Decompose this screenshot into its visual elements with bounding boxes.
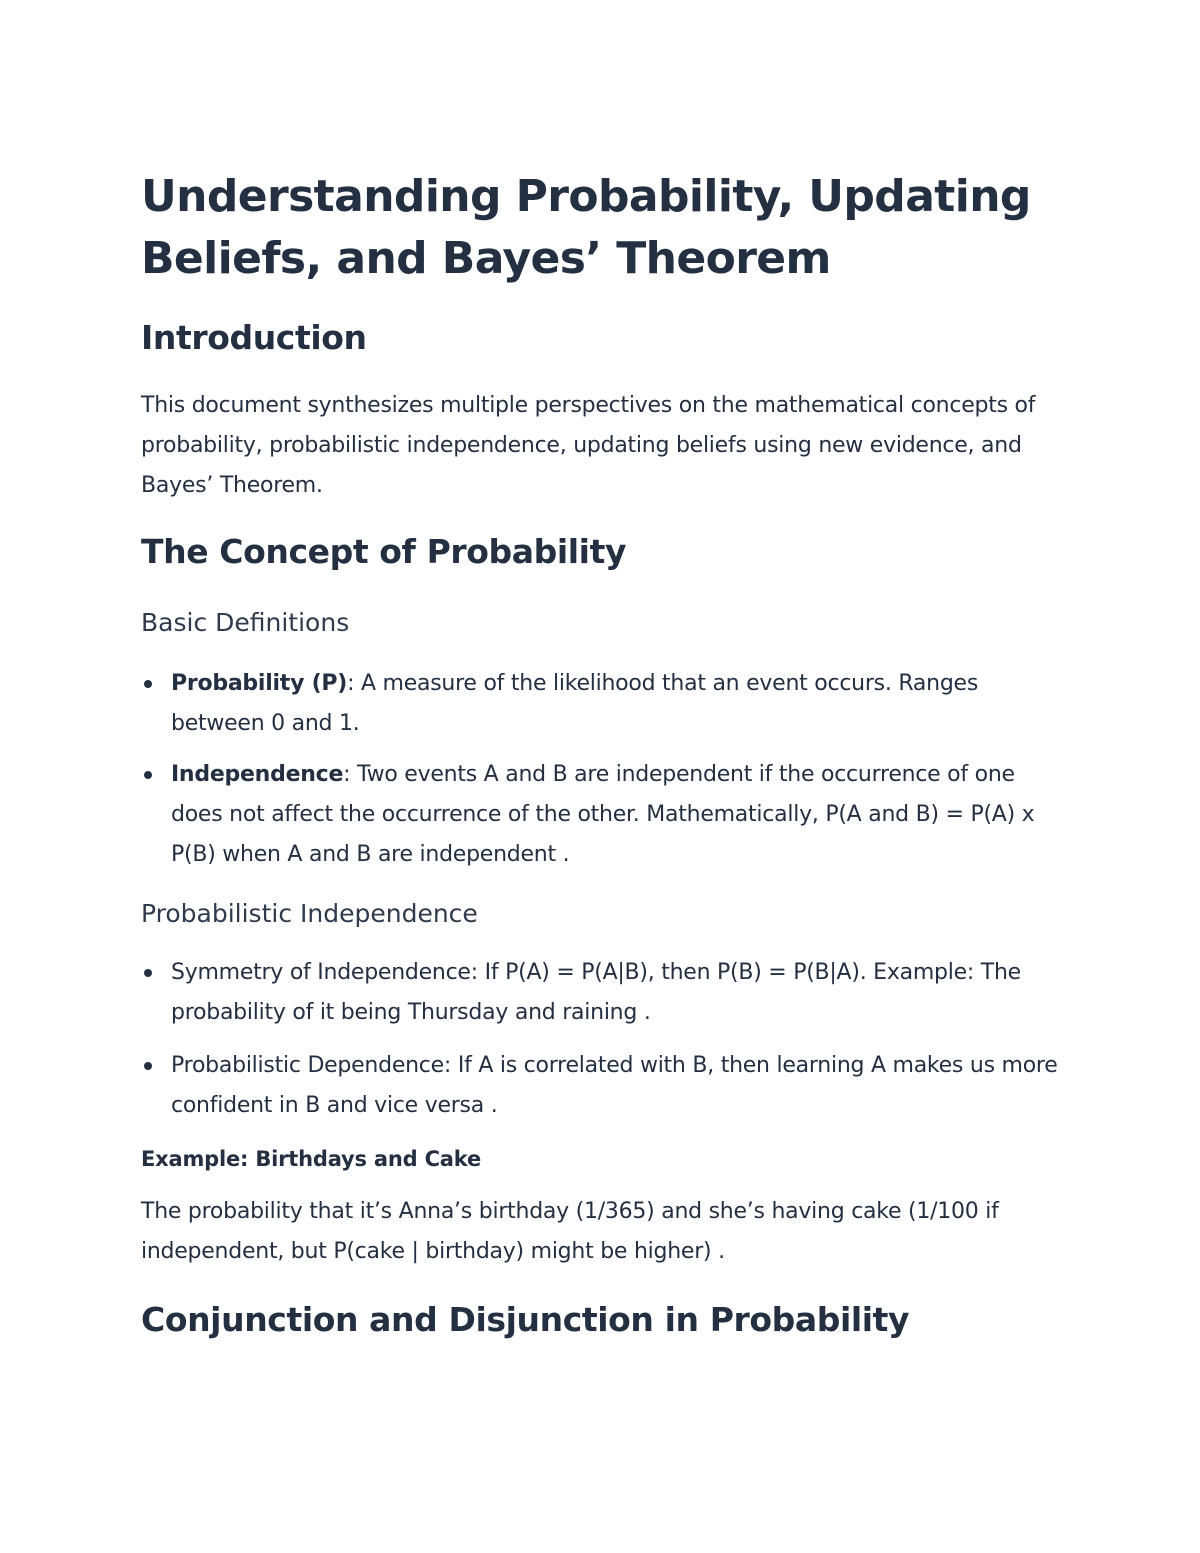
heading-conjunction-disjunction: Conjunction and Disjunction in Probability [141,1300,910,1339]
heading-example-birthdays: Example: Birthdays and Cake [141,1147,482,1171]
list-item-probability [141,664,1061,744]
list-item-dependence [141,1046,1061,1126]
heading-probabilistic-independence: Probabilistic Independence [141,899,478,928]
document-title: Understanding Probability, Updating Beliefs, and Bayes’ Theorem [141,171,1031,284]
definition-probability: A measure of the likelihood that an event occurs. Ranges between 0 and 1. [171,671,979,736]
introduction-paragraph: This document synthesizes multiple perspectives on the mathematical concepts of probability, probabilistic independence, updating beliefs using new evidence, and Bayes’ Theorem. [141,393,1036,498]
heading-concept-of-probability: The Concept of Probability [141,532,627,571]
term-probability: Probability (P) [171,671,348,696]
term-separator: : [347,671,355,696]
list-item-independence [141,755,1061,875]
dependence-text: Probabilistic Dependence: If A is correlated with B, then learning A makes us more confident in B and vice versa . [171,1053,1058,1118]
example-paragraph: The probability that it’s Anna’s birthday (1/365) and she’s having cake (1/100 if independent, but P(cake | birthday) might be higher) . [141,1199,999,1264]
bullet-icon [144,771,152,779]
definition-independence: Two events A and B are independent if the occurrence of one does not affect the occurrence of the other. Mathematically, P(A and B) = P(A) x P(B) when A and B are independent . [171,762,1035,867]
symmetry-text: Symmetry of Independence: If P(A) = P(A|B), then P(B) = P(B|A). Example: The probability of it being Thursday and raining . [171,960,1021,1025]
term-independence: Independence [171,762,344,787]
bullet-icon [144,680,152,688]
term-separator: : [343,762,351,787]
heading-basic-definitions: Basic Definitions [141,608,350,637]
bullet-icon [144,1062,152,1070]
bullet-icon [144,969,152,977]
heading-introduction: Introduction [141,318,367,357]
list-item-symmetry [141,953,1061,1033]
